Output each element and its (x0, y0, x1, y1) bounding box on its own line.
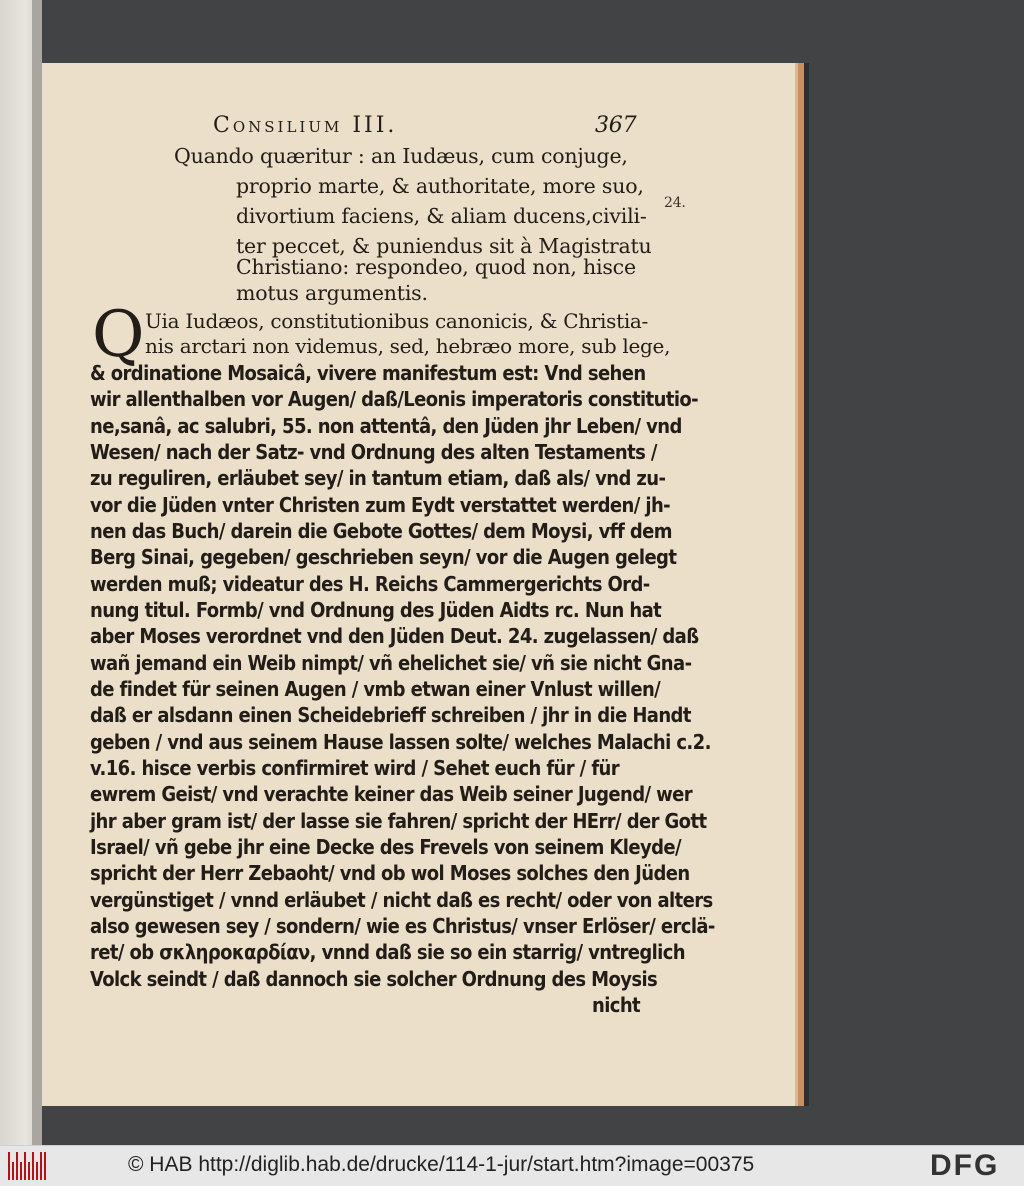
body-line: vor die Jüden vnter Christen zum Eydt verstattet werden/ jh- (90, 493, 671, 517)
body-line: daß er alsdann einen Scheidebrieff schreiben / jhr in die Handt (90, 703, 691, 727)
footer-bar (0, 1145, 1024, 1186)
drop-cap: Q (92, 298, 145, 372)
summary-line: divortium faciens, & aliam ducens,civili- (236, 204, 647, 228)
body-line: also gewesen sey / sondern/ wie es Christus/ vnser Erlöser/ erclä- (90, 914, 715, 938)
body-line: Israel/ vñ gebe jhr eine Decke des Frevels von seinem Kleyde/ (90, 835, 681, 859)
body-line: & ordinatione Mosaicâ, vivere manifestum est: Vnd sehen (90, 361, 646, 385)
summary-line: proprio marte, & authoritate, more suo, (236, 174, 644, 198)
body-line: aber Moses verordnet vnd den Jüden Deut. 24. zugelassen/ daß (90, 624, 699, 648)
body-line: zu reguliren, erläubet sey/ in tantum etiam, daß als/ vnd zu- (90, 466, 666, 490)
summary-line: ter peccet, & puniendus sit à Magistratu (236, 234, 652, 258)
page-shadow (804, 63, 809, 1106)
catchword: nicht (592, 993, 641, 1017)
body-line: ewrem Geist/ vnd verachte keiner das Weib seiner Jugend/ wer (90, 782, 693, 806)
margin-note-number: 24. (664, 195, 686, 211)
gutter-shadow (32, 0, 42, 1145)
body-line: de findet für seinen Augen / vmb etwan einer Vnlust willen/ (90, 677, 661, 701)
body-line: nung titul. Formb/ vnd Ordnung des Jüden Aidts rc. Nun hat (90, 598, 662, 622)
hab-logo-icon (8, 1152, 48, 1180)
body-line: v.16. hisce verbis confirmiret wird / Sehet euch für / für (90, 756, 620, 780)
body-line: Wesen/ nach der Satz- vnd Ordnung des alten Testaments / (90, 440, 657, 464)
body-line: vergünstiget / vnnd erläubet / nicht daß es recht/ oder von alters (90, 888, 713, 912)
body-line: ne,sanâ, ac salubri, 55. non attentâ, den Jüden jhr Leben/ vnd (90, 414, 682, 438)
body-line: nis arctari non videmus, sed, hebræo more, sub lege, (145, 334, 671, 358)
summary-line: Quando quæritur : an Iudæus, cum conjuge, (174, 144, 628, 168)
body-line: nen das Buch/ darein die Gebote Gottes/ dem Moysi, vff dem (90, 519, 672, 543)
body-line: jhr aber gram ist/ der lasse sie fahren/ spricht der HErr/ der Gott (90, 809, 707, 833)
body-line: werden muß; videatur des H. Reichs Cammergerichts Ord- (90, 572, 650, 596)
body-line: Uia Iudæos, constitutionibus canonicis, & Christia- (145, 309, 649, 333)
footer-credit-link[interactable]: © HAB http://diglib.hab.de/drucke/114-1-jur/start.htm?image=00375 (128, 1153, 755, 1176)
running-head: Consilium III. (213, 113, 398, 138)
summary-line: Christiano: respondeo, quod non, hisce (236, 255, 636, 279)
body-line: ret/ ob σκληροκαρδίαν, vnnd daß sie so ein starrig/ vntreglich (90, 940, 686, 964)
body-line: geben / vnd aus seinem Hause lassen solte/ welches Malachi c.2. (90, 730, 711, 754)
summary-line: motus argumentis. (236, 281, 428, 305)
body-line: Berg Sinai, gegeben/ geschrieben seyn/ vor die Augen gelegt (90, 545, 677, 569)
body-line: wañ jemand ein Weib nimpt/ vñ ehelichet sie/ vñ sie nicht Gna- (90, 651, 692, 675)
page-number: 367 (595, 113, 637, 138)
body-line: spricht der Herr Zebaoht/ vnd ob wol Moses solches den Jüden (90, 861, 690, 885)
body-line: Volck seindt / daß dannoch sie solcher Ordnung des Moysis (90, 967, 658, 991)
body-line: wir allenthalben vor Augen/ daß/Leonis imperatoris constitutio- (90, 387, 699, 411)
dfg-logo: DFG (930, 1149, 1000, 1182)
